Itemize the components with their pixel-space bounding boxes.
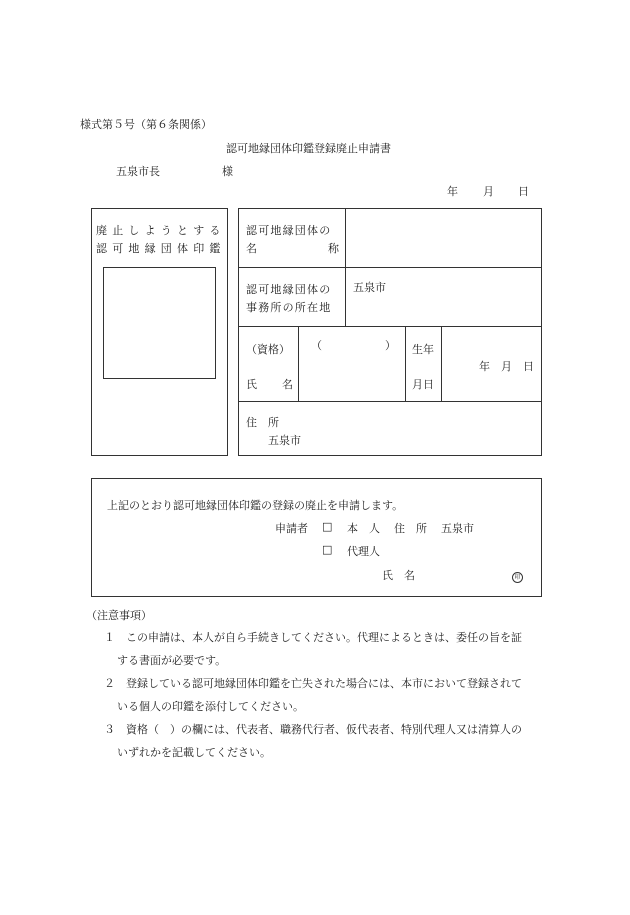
applicant-name-field[interactable] xyxy=(430,564,502,582)
group-name-label-line2b: 称 xyxy=(328,242,339,255)
form-number: 様式第５号（第６条関係） xyxy=(80,118,212,131)
application-statement: 上記のとおり認可地縁団体印鑑の登録の廃止を申請します。 xyxy=(107,499,404,512)
table-row-divider xyxy=(238,326,542,327)
birth-day-label: 日 xyxy=(523,360,534,373)
address-label-b: 所 xyxy=(268,416,279,429)
notes-heading: （注意事項） xyxy=(86,609,152,622)
addressee-honorific: 様 xyxy=(222,165,233,178)
name-field[interactable] xyxy=(302,360,402,398)
self-label: 本 人 xyxy=(347,522,380,535)
name-label-a: 氏 xyxy=(246,378,257,391)
birth-label-line2: 月日 xyxy=(412,378,434,391)
applicant-name-label: 氏 名 xyxy=(382,569,415,582)
table-col-divider xyxy=(345,208,346,326)
group-name-field[interactable] xyxy=(347,210,540,265)
seal-mark-icon: 印 xyxy=(512,572,523,583)
agent-label: 代理人 xyxy=(347,545,380,558)
applicant-label: 申請者 xyxy=(275,522,308,535)
seal-mark xyxy=(512,569,523,583)
table-col-divider xyxy=(405,326,406,401)
agent-checkbox[interactable]: □ xyxy=(322,543,333,556)
applicant-address-value[interactable]: 五泉市 xyxy=(441,522,474,535)
address-field[interactable]: 五泉市 xyxy=(268,434,301,447)
qualification-field[interactable] xyxy=(320,334,382,352)
office-location-field[interactable]: 五泉市 xyxy=(353,281,386,294)
name-label-b: 名 xyxy=(282,378,293,391)
group-name-label-line2a: 名 xyxy=(246,242,257,255)
table-row-divider xyxy=(238,401,542,402)
self-checkbox[interactable]: □ xyxy=(322,520,333,533)
birth-year-label: 年 xyxy=(479,360,490,373)
date-month-label: 月 xyxy=(483,185,494,198)
office-label-line2: 事務所の所在地 xyxy=(246,301,332,314)
group-name-label-line1: 認可地縁団体の xyxy=(246,224,332,237)
table-col-divider xyxy=(298,326,299,401)
qualification-paren-close: ） xyxy=(385,339,396,352)
note-item: ３ 資格（ ）の欄には、代表者、職務代行者、仮代表者、特別代理人又は清算人の いずれかを記載してください。 xyxy=(104,723,522,759)
document-title: 認可地縁団体印鑑登録廃止申請書 xyxy=(226,142,391,155)
office-label-line1: 認可地縁団体の xyxy=(246,283,332,296)
birth-month-label: 月 xyxy=(501,360,512,373)
birth-label-line1: 生年 xyxy=(412,343,434,356)
seal-section-label-line2: 認可地縁団体印鑑 xyxy=(96,242,226,255)
qualification-paren-open: （ xyxy=(311,339,322,352)
address-label-a: 住 xyxy=(246,416,257,429)
note-item: １ この申請は、本人が自ら手続きしてください。代理によるときは、委任の旨を証 する書面が必要です。 xyxy=(104,631,522,667)
date-year-label: 年 xyxy=(447,185,458,198)
qualification-label: （資格） xyxy=(246,343,290,356)
table-col-divider xyxy=(441,326,442,401)
note-item: ２ 登録している認可地縁団体印鑑を亡失された場合には、本市において登録されて いる個人の印鑑を添付してください。 xyxy=(104,677,522,713)
addressee-name: 五泉市長 xyxy=(116,165,160,178)
table-row-divider xyxy=(238,267,542,268)
date-day-label: 日 xyxy=(518,185,529,198)
seal-section-label-line1: 廃止しようとする xyxy=(96,224,226,237)
applicant-address-label: 住 所 xyxy=(394,522,427,535)
seal-impression-area[interactable] xyxy=(103,267,216,379)
